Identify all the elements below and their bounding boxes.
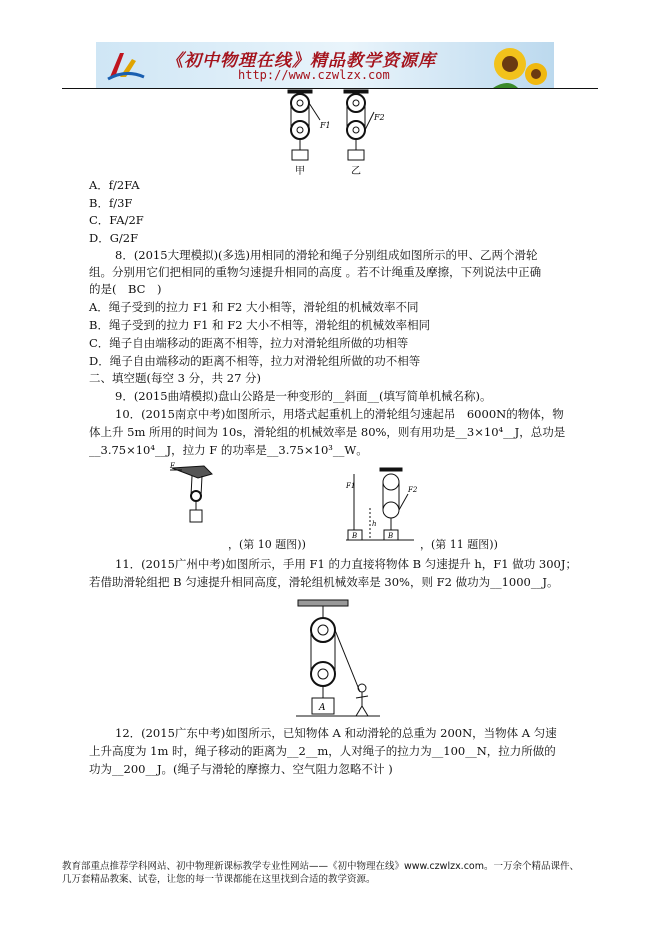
q7-option-a: A．f/2FA	[89, 178, 140, 192]
fig11-label-f2: F2	[408, 486, 418, 494]
fig11-label-b2: B	[388, 532, 394, 540]
q7-option-d: D．G/2F	[89, 231, 139, 245]
q9-text: 9．(2015曲靖模拟)盘山公路是一种变形的__斜面__(填写简单机械名称)。	[115, 389, 492, 403]
q12-line3: 功为__200__J。(绳子与滑轮的摩擦力、空气阻力忽略不计 )	[89, 762, 393, 776]
fig11-label-f1: F1	[346, 482, 356, 490]
crane-force-label: F	[170, 462, 175, 470]
sunflower-icon	[488, 44, 548, 88]
pulley-figure-top	[282, 90, 385, 178]
fig12-pulley	[296, 600, 380, 720]
q8-option-c: C．绳子自由端移动的距离不相等，拉力对滑轮组所做的功相等	[89, 336, 409, 350]
fig12-block-label: A	[319, 703, 326, 713]
q10-line3: __3.75×10⁴__J，拉力 F 的功率是__3.75×10³__W。	[89, 443, 368, 457]
q8-option-d: D．绳子自由端移动的距离不相等，拉力对滑轮组所做的功不相等	[89, 354, 421, 368]
fig11-label-h: h	[372, 520, 377, 528]
footer-line1: 教育部重点推荐学科网站、初中物理新课标教学专业性网站——《初中物理在线》www.czwlzx.com。一万余个精品课件、	[62, 861, 579, 872]
header-title: 《初中物理在线》精品教学资源库	[166, 51, 436, 71]
footer-line2: 几万套精品教案、试卷，让您的每一节课都能在这里找到合适的教学资源。	[62, 874, 376, 885]
q8-option-b: B．绳子受到的拉力 F1 和 F2 大小不相等，滑轮组的机械效率相同	[89, 318, 431, 332]
q12-line1: 12．(2015广东中考)如图所示，已知物体 A 和动滑轮的总重为 200N，当物体 A 匀速	[115, 726, 557, 740]
q11-line1: 11．(2015广州中考)如图所示，手用 F1 的力直接将物体 B 匀速提升 h，F1 做功 300J；	[115, 557, 577, 571]
q11-line2: 若借助滑轮组把 B 匀速提升相同高度，滑轮组机械效率是 30%，则 F2 做功为__1000__J。	[89, 575, 559, 589]
q8-line1: 8．(2015大理模拟)(多选)用相同的滑轮和绳子分别组成如图所示的甲、乙两个滑轮	[115, 248, 538, 262]
q7-option-c: C．FA/2F	[89, 213, 144, 227]
header-rule	[62, 88, 598, 89]
section2-heading: 二、填空题(每空 3 分，共 27 分)	[89, 371, 262, 385]
q8-line3: 的是( BC )	[89, 282, 162, 296]
header-url[interactable]: http://www.czwlzx.com	[238, 68, 390, 82]
fig11-caption: ，(第 11 题图))	[420, 538, 498, 551]
fig-top-label-left: 甲	[295, 166, 305, 177]
site-logo-icon	[106, 47, 146, 83]
fig-top-label-right: 乙	[351, 166, 361, 177]
q7-option-b: B．f/3F	[89, 196, 133, 210]
fig11-pulley	[342, 468, 418, 546]
fig-top-force-left: F1	[320, 121, 331, 130]
q10-line1: 10．(2015南京中考)如图所示，用塔式起重机上的滑轮组匀速起吊 6000N的物体，物	[115, 407, 564, 421]
q12-line2: 上升高度为 1m 时，绳子移动的距离为__2__m，人对绳子的拉力为__100__N，拉力所做的	[89, 744, 556, 758]
fig10-caption: ，(第 10 题图))	[228, 538, 306, 551]
q8-line2: 组。分别用它们把相同的重物匀速提升相同的高度 。若不计绳重及摩擦，下列说法中正确	[89, 265, 542, 279]
q8-option-a: A．绳子受到的拉力 F1 和 F2 大小相等，滑轮组的机械效率不同	[89, 300, 419, 314]
fig11-label-b1: B	[352, 532, 358, 540]
crane-figure	[168, 462, 218, 526]
footer	[62, 860, 622, 886]
header-banner	[96, 42, 554, 88]
q10-line2: 体上升 5m 所用的时间为 10s，滑轮组的机械效率是 80%，则有用功是__3×10⁴__J，总功是	[89, 425, 566, 439]
fig-top-force-right: F2	[374, 113, 385, 122]
